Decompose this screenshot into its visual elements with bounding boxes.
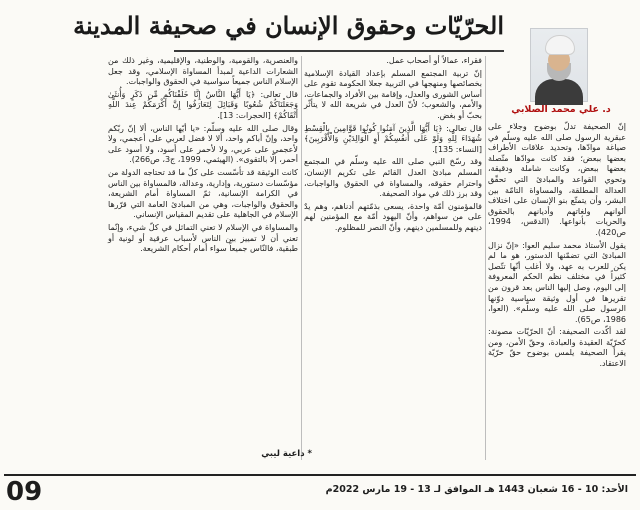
paragraph: وقال صلى الله عليه وسلّم: «يا أيّها الناس، ألا إنّ ربّكم واحد، وإنّ أباكم واحد، ألا لا فضل لعربي على أعجمي، ولا لأعجمي على عربي، ولا لأحمر على أسود، ولا أسود على أحمر، إلّا بالتقوى». (الهيثمي، 1999، ج3، ص266). (108, 123, 298, 165)
author-photo-robe (535, 79, 583, 105)
newspaper-page (4, 4, 636, 506)
paragraph: يقول الأستاذ محمد سليم العوا: «إنّ نزال المبادئ التي تضمّنها الدستور، هو ما لم يكن للعرب به عهد، ولا أغلب أنّها تتّصل كثيراً في مختلف نظم الحكم المعروفة إلى اليوم، وصل إليها الناس بعد قرون من تقريرها في أول وثيقة سياسية دوّنها الرسول صلى الله عليه وسلّم». (العوا، 1986، ص65). (488, 240, 626, 324)
column-divider (485, 56, 486, 460)
footer-divider (4, 474, 636, 476)
article-column-1 (488, 122, 626, 460)
paragraph: كانت الوثيقة قد تأسّست على كلّ ما قد تحتاجه الدولة من مؤسّسات دستورية، وإدارية، وعدالة، فالمساواة بين الناس في الكرامة الإنسانية، ثمّ المساواة أمام الشريعة، والحقوق والواجبات، وهي من المبادئ العامة التي قرّرها الإسلام في الجاهلية على تقديم المقياس الإنساني. (108, 167, 298, 220)
paragraph: إنّ الصحيفة تدلّ بوضوح وجلاء على عبقرية الرسول صلى الله عليه وسلّم في صياغة موادّها، وتحديد علاقات الأطراف بعضها ببعض؛ فقد كانت موادّها متّصلة بعضها ببعض، وكانت شاملة ودقيقة، وتحوي القواعد والمبادئ التي تحقّق العدالة المطلقة، والمساواة التامّة بين البشر، وأن يتمتّع بنو الإنسان على اختلاف ألوانهم ولغاتهم وأديانهم بالحقوق والحريات بأنواعها. (الدقس، 1994، ص420). (488, 122, 626, 237)
paragraph: والعنصرية، والقومية، والوطنية، والإقليمية، وغير ذلك من الشعارات الداعية لمبدأ المساواة الإسلامي، وقد جعل الإسلام الناس جميعاً سواسية في الحقوق والواجبات. (108, 56, 298, 87)
author-photo-turban (545, 35, 575, 55)
author-photo (530, 28, 588, 102)
paragraph: فقراء، عمالاً أو أصحاب عمل. (386, 56, 482, 65)
paragraph: لقد أكّدت الصحيفة: أنّ الحرّيّات مصونة: كحرّيّة العقيدة والعبادة، وحقّ الأمن، ومن يقرأ الصحيفة يلمس بوضوح حقّ حرّيّة الاعتقاد. (488, 327, 626, 369)
paragraph: قال تعالى: ﴿يَا أَيُّهَا النَّاسُ إِنَّا خَلَقْنَاكُم مِّن ذَكَرٍ وَأُنثَىٰ وَجَعَلْنَاكُمْ شُعُوبًا وَقَبَائِلَ لِتَعَارَفُوا إِنَّ أَكْرَمَكُمْ عِندَ اللَّهِ أَتْقَاكُمْ﴾ [الحجرات: 13]. (108, 89, 298, 120)
column-divider (301, 56, 302, 460)
page-number: 09 (6, 477, 43, 507)
article-headline: الحرّيّات وحقوق الإنسان في صحيفة المدينة (73, 11, 504, 40)
article-column-3 (108, 56, 298, 460)
paragraph: فالمؤمنون أمّة واحدة، يسعى بذمّتهم أدناهم، وهم يدٌ على من سواهم، وأنّ اليهود أمّة مع المؤمنين لهم دينهم وللمسلمين دينهم، وأنّ النصر للمظلوم. (304, 201, 482, 232)
author-signature: * داعية ليبي (261, 449, 312, 459)
issue-dateline: الأحد: 10 - 16 شعبان 1443 هـ الموافق لـ 13 - 19 مارس 2022م (325, 484, 628, 495)
paragraph: قال تعالى: ﴿يَا أَيُّهَا الَّذِينَ آمَنُوا كُونُوا قَوَّامِينَ بِالْقِسْطِ شُهَدَاءَ لِلَّهِ وَلَوْ عَلَى أَنفُسِكُمْ أَوِ الْوَالِدَيْنِ وَالْأَقْرَبِينَ﴾ [النساء: 135]. (304, 123, 482, 154)
paragraph: والمساواة في الإسلام لا تعني التماثل في كلّ شيء، وإنّما تعني أن لا تمييز بين الناس لأسباب عرقية أو لونية أو طبقية، فالنّاس جميعاً سواء أمام أحكام الشريعة. (108, 222, 298, 254)
article-column-2 (304, 56, 482, 460)
paragraph: إنّ تربية المجتمع المسلم بإعداد القيادة الإسلامية بخصائصها ومنهجها في التربية جعلا الحكومة تقوم على أساس الشورى والعدل، وإقامة بين الأفراد والجماعات، والأمم، والشعوب؛ لأنّ العدل في شريعة الله لا يتأثّر بحبّ أو بغض. (304, 68, 482, 120)
author-name: د. علي محمد الصلابي (511, 104, 611, 115)
headline-divider (174, 50, 504, 52)
paragraph: وقد رسّخ النبي صلى الله عليه وسلّم في المجتمع المسلم مبادئ العدل القائم على تكريم الإنسان، واحترام حقوقه، والمساواة في الحقوق والواجبات، وقد برز ذلك في مواد الصحيفة. (304, 157, 482, 199)
